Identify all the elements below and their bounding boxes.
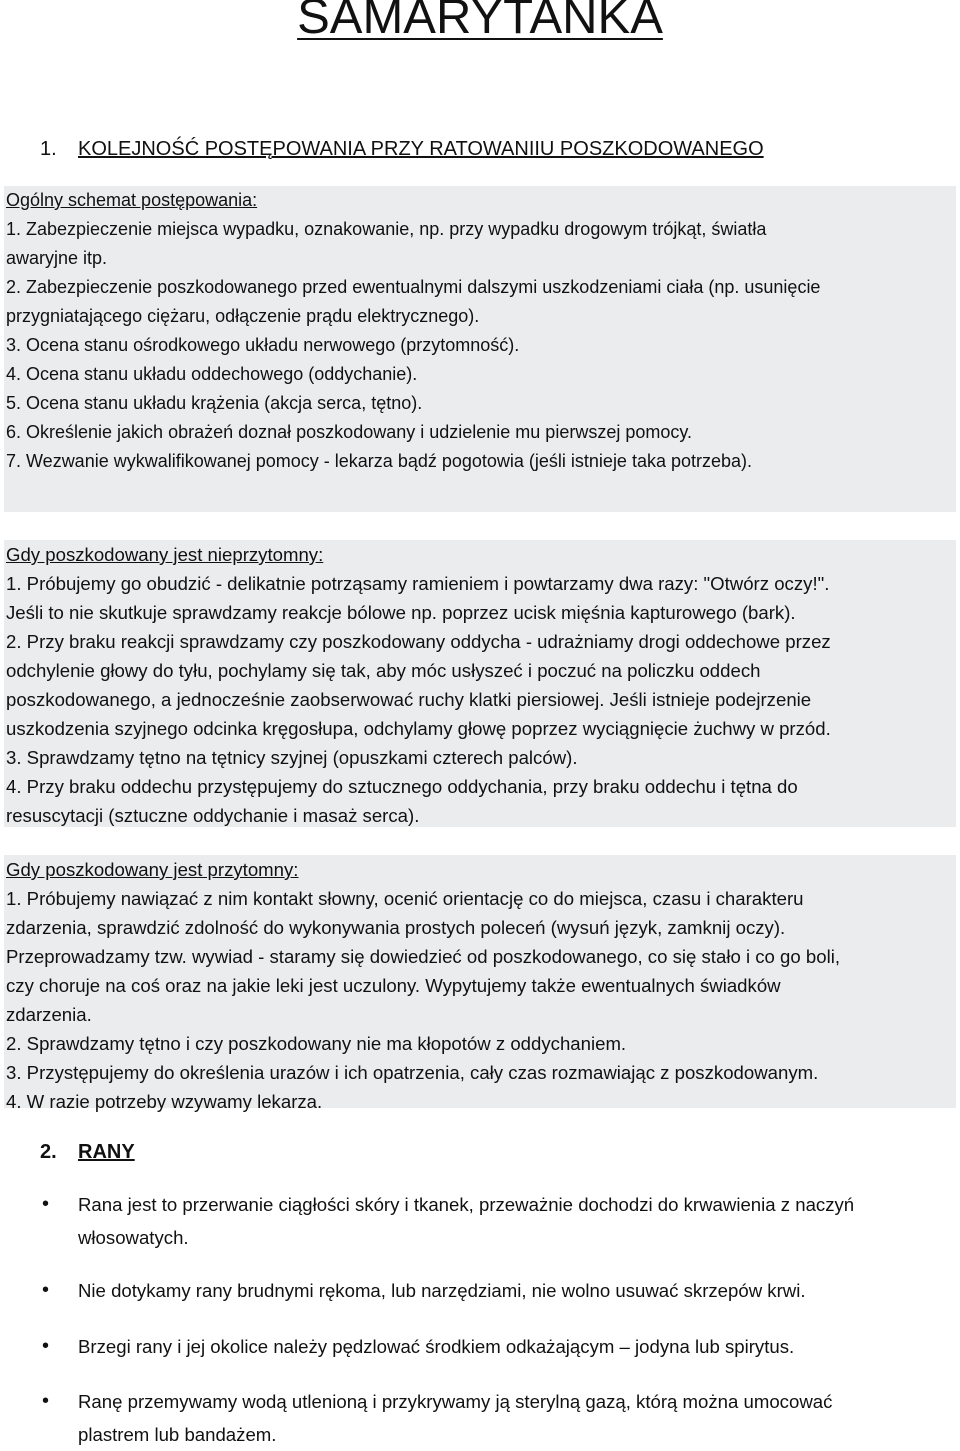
bullet-item xyxy=(40,1330,955,1363)
section-1-heading xyxy=(40,134,764,164)
section-2-title: RANY xyxy=(78,1141,135,1163)
block-2-line: 2. Przy braku reakcji sprawdzamy czy poszkodowany oddycha - udrażniamy drogi oddechowe przez xyxy=(6,631,831,652)
block-1-line: 6. Określenie jakich obrażeń doznał poszkodowany i udzielenie mu pierwszej pomocy. xyxy=(6,422,693,442)
bullet-text: włosowatych. xyxy=(78,1227,189,1248)
block-1-line: przygniatającego ciężaru, odłączenie prądu elektrycznego). xyxy=(6,306,480,326)
block-1-heading: Ogólny schemat postępowania: xyxy=(6,190,258,210)
block-2-heading: Gdy poszkodowany jest nieprzytomny: xyxy=(6,544,324,565)
block-2-line: 4. Przy braku oddechu przystępujemy do sztucznego oddychania, przy braku oddechu i tętna do xyxy=(6,776,798,797)
bullet-text: Nie dotykamy rany brudnymi rękoma, lub narzędziami, nie wolno usuwać skrzepów krwi. xyxy=(78,1280,806,1301)
block-3-line: 4. W razie potrzeby wzywamy lekarza. xyxy=(6,1091,323,1112)
block-2-line: 1. Próbujemy go obudzić - delikatnie potrząsamy ramieniem i powtarzamy dwa razy: "Otwórz oczy!". xyxy=(6,573,830,594)
block-3-line: Przeprowadzamy tzw. wywiad - staramy się dowiedzieć od poszkodowanego, co się stało i co go boli, xyxy=(6,946,841,967)
conscious-block xyxy=(4,855,956,1112)
bullet-item xyxy=(40,1274,955,1307)
section-2-heading xyxy=(40,1137,135,1167)
bullet-text: Brzegi rany i jej okolice należy pędzlować środkiem odkażającym – jodyna lub spirytus. xyxy=(78,1336,795,1357)
block-1-line: 1. Zabezpieczenie miejsca wypadku, oznakowanie, np. przy wypadku drogowym trójkąt, światła xyxy=(6,219,767,239)
section-1-title: KOLEJNOŚĆ POSTĘPOWANIA PRZY RATOWANIIU POSZKODOWANEGO xyxy=(78,138,764,160)
block-2-line: uszkodzenia szyjnego odcinka kręgosłupa, odchylamy głowę poprzez wyciągnięcie żuchwy w przód. xyxy=(6,718,831,739)
block-3-line: zdarzenia, sprawdzić zdolność do wykonywania prostych poleceń (wysuń język, zamknij oczy). xyxy=(6,917,786,938)
bullet-icon: • xyxy=(42,1390,50,1412)
bullet-item xyxy=(40,1385,955,1451)
block-1-line: 5. Ocena stanu układu krążenia (akcja serca, tętno). xyxy=(6,393,423,413)
block-1-line: 2. Zabezpieczenie poszkodowanego przed ewentualnymi dalszymi uszkodzeniami ciała (np. usunięcie xyxy=(6,277,821,297)
section-1-number: 1. xyxy=(40,138,57,160)
block-2-line: poszkodowanego, a jednocześnie zaobserwować ruchy klatki piersiowej. Jeśli istnieje podejrzenie xyxy=(6,689,812,710)
block-3-line: czy choruje na coś oraz na jakie leki jest uczulony. Wypytujemy także ewentualnych świadków xyxy=(6,975,781,996)
block-3-line: 1. Próbujemy nawiązać z nim kontakt słowny, ocenić orientację co do miejsca, czasu i charakteru xyxy=(6,888,804,909)
block-3-line: 2. Sprawdzamy tętno i czy poszkodowany nie ma kłopotów z oddychaniem. xyxy=(6,1033,627,1054)
block-1-line: 7. Wezwanie wykwalifikowanej pomocy - lekarza bądź pogotowia (jeśli istnieje taka potrzeba). xyxy=(6,451,753,471)
bullet-item xyxy=(40,1188,955,1254)
block-3-heading: Gdy poszkodowany jest przytomny: xyxy=(6,859,299,880)
bullet-text: Ranę przemywamy wodą utlenioną i przykrywamy ją sterylną gazą, którą można umocować xyxy=(78,1391,833,1412)
wounds-bullet-list xyxy=(40,1188,955,1451)
block-1-line: 3. Ocena stanu ośrodkowego układu nerwowego (przytomność). xyxy=(6,335,520,355)
block-2-line: odchylenie głowy do tyłu, pochylamy się tak, aby móc usłyszeć i poczuć na policzku oddech xyxy=(6,660,761,681)
bullet-icon: • xyxy=(42,1279,50,1301)
block-3-line: 3. Przystępujemy do określenia urazów i ich opatrzenia, cały czas rozmawiając z poszkodowanym. xyxy=(6,1062,819,1083)
bullet-text: Rana jest to przerwanie ciągłości skóry i tkanek, przeważnie dochodzi do krwawienia z naczyń xyxy=(78,1194,855,1215)
block-1-line: 4. Ocena stanu układu oddechowego (oddychanie). xyxy=(6,364,418,384)
bullet-icon: • xyxy=(42,1335,50,1357)
bullet-text: plastrem lub bandażem. xyxy=(78,1424,277,1445)
block-2-line: 3. Sprawdzamy tętno na tętnicy szyjnej (opuszkami czterech palców). xyxy=(6,747,578,768)
general-procedure-block xyxy=(4,186,956,512)
block-1-line: awaryjne itp. xyxy=(6,248,108,268)
bullet-icon: • xyxy=(42,1193,50,1215)
document-title: SAMARYTANKA xyxy=(297,0,663,44)
block-2-line: Jeśli to nie skutkuje sprawdzamy reakcje bólowe np. poprzez ucisk mięśnia kapturowego (bark). xyxy=(6,602,796,623)
section-2-number: 2. xyxy=(40,1141,57,1163)
block-3-line: zdarzenia. xyxy=(6,1004,92,1025)
block-2-line: resuscytacji (sztuczne oddychanie i masaż serca). xyxy=(6,805,420,826)
unconscious-block xyxy=(4,540,956,827)
